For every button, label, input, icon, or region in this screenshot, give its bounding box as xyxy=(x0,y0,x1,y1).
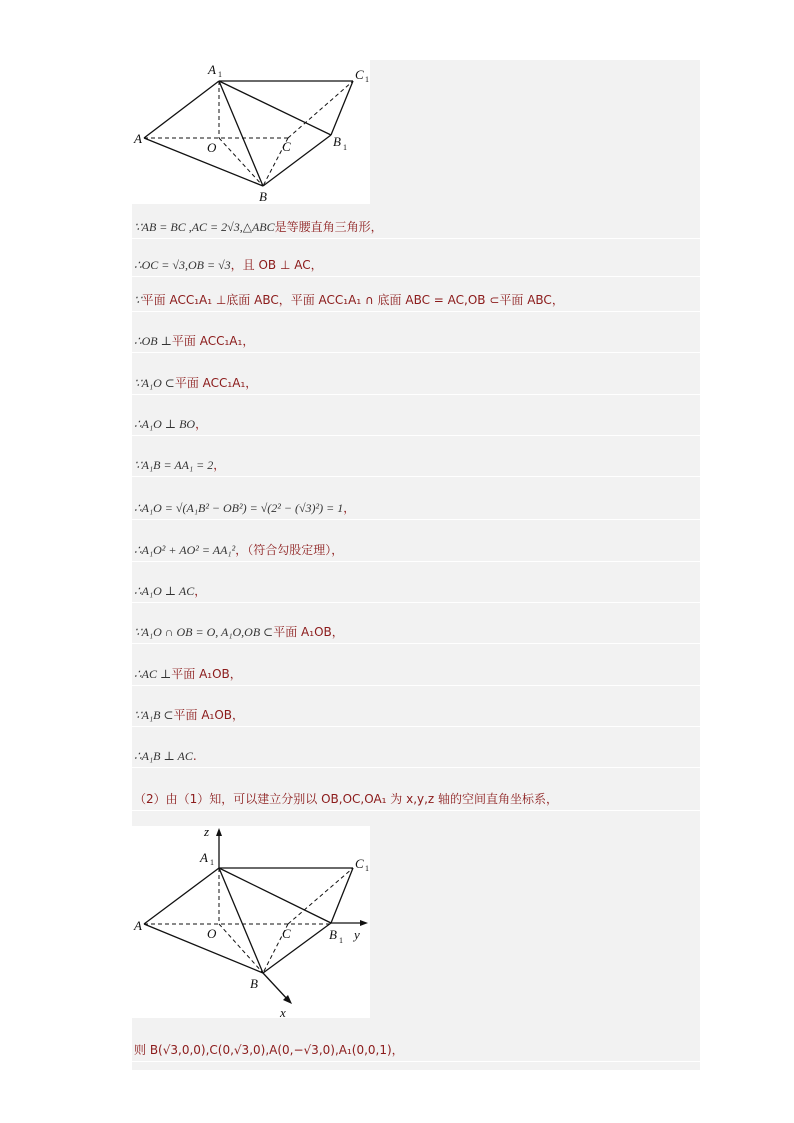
proof-line xyxy=(132,620,700,644)
svg-text:1: 1 xyxy=(365,864,369,873)
math-expression: ∴OB ⊥ xyxy=(134,334,172,348)
math-expression: ∴A₁O ⊥ AC xyxy=(134,584,195,598)
line-text: 是等腰直角三角形， xyxy=(274,220,383,234)
math-expression: ∴A₁O² + AO² = AA₁² xyxy=(134,543,236,557)
label-B: B xyxy=(250,976,258,991)
math-expression: ∵AB = BC ,AC = 2√3,△ABC xyxy=(134,220,275,234)
proof-line xyxy=(132,579,700,603)
math-expression: ∵A₁O ∩ OB = O, A₁O,OB ⊂ xyxy=(134,625,274,639)
proof-line xyxy=(132,496,700,520)
math-expression: ∵A₁B = AA₁ = 2 xyxy=(134,458,214,472)
proof-line xyxy=(132,538,700,562)
label-C1: C xyxy=(355,856,364,871)
proof-line xyxy=(132,662,700,686)
label-A: A xyxy=(134,918,142,933)
proof-line xyxy=(132,215,700,239)
label-z-axis: z xyxy=(204,826,210,839)
label-B: B xyxy=(259,189,267,204)
line-text: ， xyxy=(194,584,207,598)
label-B1: B xyxy=(333,134,341,149)
label-B1: B xyxy=(329,927,337,942)
math-expression: ∴OC = √3,OB = √3 xyxy=(134,258,231,272)
label-C: C xyxy=(282,139,291,154)
proof-line xyxy=(132,412,700,436)
label-A1: A xyxy=(208,62,216,77)
prism-figure xyxy=(132,60,370,204)
math-expression: ∵ xyxy=(134,293,142,307)
math-expression: ∴A₁B ⊥ AC xyxy=(134,749,193,763)
svg-text:1: 1 xyxy=(343,143,347,152)
line-text: 平面 A₁OB， xyxy=(273,625,344,639)
line-text: ，且 OB ⊥ AC， xyxy=(230,258,323,272)
line-text: ， xyxy=(195,417,208,431)
line-text: 平面 ACC₁A₁ ⊥底面 ABC，平面 ACC₁A₁ ∩ 底面 ABC = AC,OB ⊂平面 ABC， xyxy=(141,293,564,307)
line-text: 则 B(√3,0,0),C(0,√3,0),A(0,−√3,0),A₁(0,0,1)， xyxy=(134,1043,404,1057)
proof-line xyxy=(132,288,700,312)
line-text: （2）由（1）知，可以建立分别以 OB,OC,OA₁ 为 x,y,z 轴的空间直角坐标系， xyxy=(134,792,559,806)
label-x-axis: x xyxy=(280,1005,286,1018)
coordinate-figure xyxy=(132,826,370,1018)
math-expression: ∵A₁B ⊂ xyxy=(134,708,174,722)
line-text: 平面 ACC₁A₁， xyxy=(171,334,255,348)
line-text: . xyxy=(192,749,197,763)
label-A1: A xyxy=(200,850,208,865)
math-expression: ∴A₁O ⊥ BO xyxy=(134,417,196,431)
svg-text:1: 1 xyxy=(339,936,343,945)
proof-line xyxy=(132,371,700,395)
label-O: O xyxy=(207,140,217,155)
proof-line xyxy=(132,787,700,811)
line-text: 平面 ACC₁A₁， xyxy=(174,376,258,390)
proof-line xyxy=(132,1038,700,1062)
label-C: C xyxy=(282,926,291,941)
line-text: ， xyxy=(343,501,356,515)
label-A: A xyxy=(134,131,142,146)
svg-text:1: 1 xyxy=(218,70,222,79)
line-text: ，（符合勾股定理）， xyxy=(235,543,344,557)
label-C1: C xyxy=(355,67,364,82)
coordinate-diagram xyxy=(132,826,370,1018)
prism-diagram xyxy=(132,60,370,204)
math-expression: ∴A₁O = √(A₁B² − OB²) = √(2² − (√3)²) = 1 xyxy=(134,501,344,515)
line-text: 平面 A₁OB， xyxy=(173,708,245,722)
label-y-axis: y xyxy=(354,927,360,942)
proof-line xyxy=(132,744,700,768)
math-expression: ∴AC ⊥ xyxy=(134,667,172,681)
proof-line xyxy=(132,703,700,727)
line-text: ， xyxy=(213,458,226,472)
proof-line xyxy=(132,329,700,353)
proof-line xyxy=(132,453,700,477)
proof-line xyxy=(132,253,700,277)
svg-text:1: 1 xyxy=(365,75,369,84)
svg-text:1: 1 xyxy=(210,858,214,867)
label-O: O xyxy=(207,926,217,941)
math-expression: ∵A₁O ⊂ xyxy=(134,376,175,390)
line-text: 平面 A₁OB， xyxy=(171,667,242,681)
